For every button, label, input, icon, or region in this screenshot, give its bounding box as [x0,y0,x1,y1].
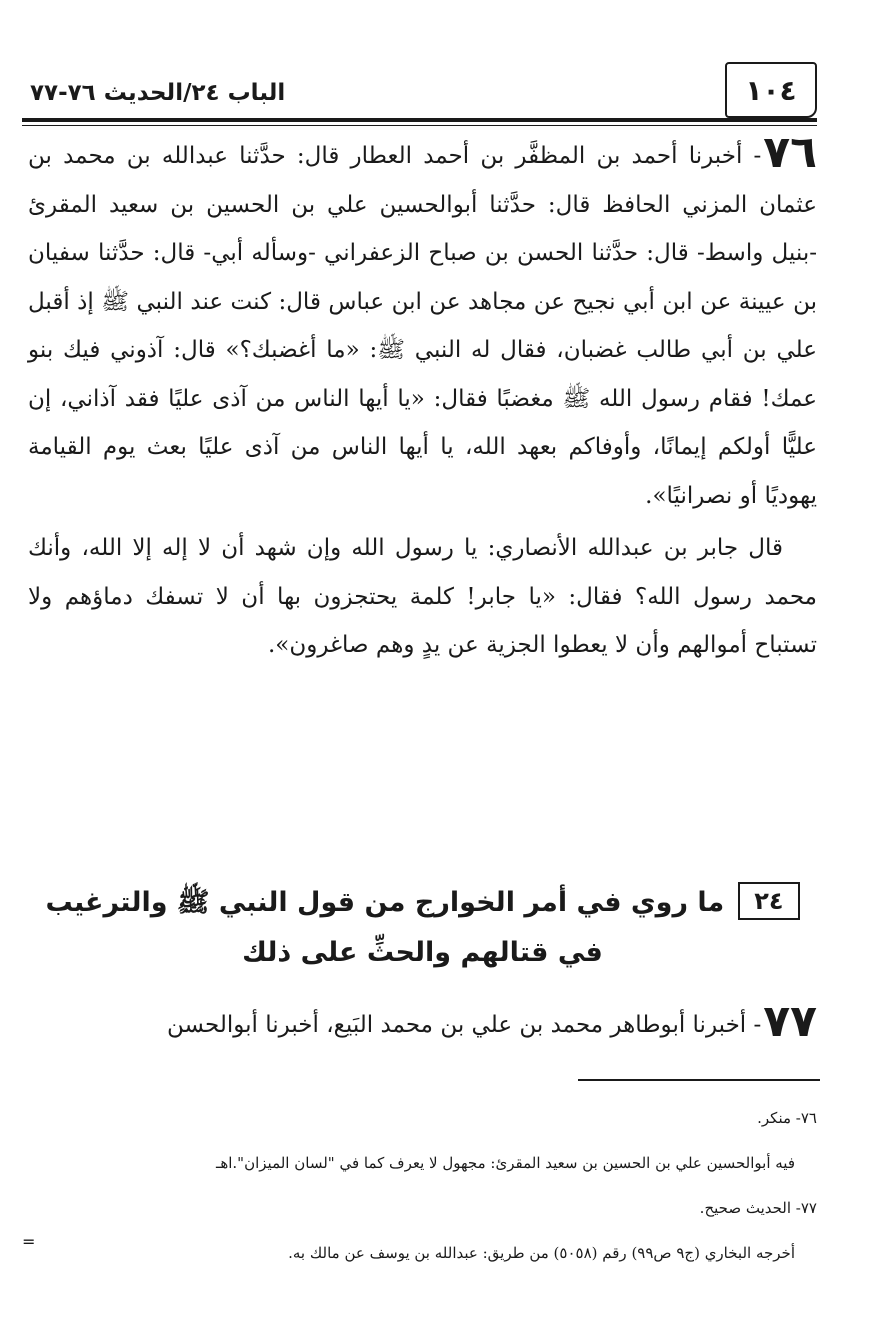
hadith-77-paragraph [28,996,817,1050]
footnote-separator [578,1079,820,1081]
page-number-box [725,62,817,118]
header-rule-thin [22,125,817,126]
header-rule-thick [22,118,817,122]
chapter-title: ما روي في أمر الخوارج من قول النبي ﷺ والترغيب في قتالهم والحثِّ على ذلك [45,887,725,968]
hadith-76-paragraph [28,127,817,520]
footnote-77-label: ٧٧- الحديث صحيح. [699,1199,817,1217]
running-title: الباب ٢٤/الحديث ٧٦-٧٧ [30,80,286,106]
footnotes [40,1096,817,1276]
page-number: ١٠٤ [745,73,797,107]
footnote-77-body: أخرجه البخاري (ج٩ ص٩٩) رقم (٥٠٥٨) من طريق: عبدالله بن يوسف عن مالك به. [288,1244,795,1262]
hadith-77-number: ٧٧ [763,996,817,1047]
hadith-76-number: ٧٦ [763,127,817,178]
footnote-continuation-mark: = [22,1232,36,1251]
hadith-77-text: - أخبرنا أبوطاهر محمد بن علي بن محمد البَيع، أخبرنا أبوالحسن [167,1012,762,1038]
hadith-76-continuation: قال جابر بن عبدالله الأنصاري: يا رسول الله وإن شهد أن لا إله إلا الله، وأنك محمد رسول الله؟ فقال: «يا جابر! كلمة يحتجزون بها أن لا تسفك دماؤهم ولا تستباح أموالهم وأن لا يعطوا الجزية عن يدٍ وهم صاغرون». [28,535,817,658]
footnote-76-label: ٧٦- منكر. [757,1109,817,1127]
main-text [28,127,817,670]
footnote-76-body: فيه أبوالحسين علي بن الحسين بن سعيد المقرئ: مجهول لا يعرف كما في "لسان الميزان".اهـ [215,1154,795,1172]
chapter-heading [28,878,817,978]
hadith-76-text: - أخبرنا أحمد بن المظفَّر بن أحمد العطار قال: حدَّثنا عبدالله بن محمد بن عثمان المزني الحافظ قال: حدَّثنا أبوالحسين علي بن الحسين بن سعيد المقرئ -بنيل واسط- قال: حدَّثنا الحسن بن صباح الزعفراني -وسأله أبي- قال: حدَّثنا سفيان بن عيينة عن ابن أبي نجيح عن مجاهد عن ابن عباس قال: كنت عند النبي ﷺ إذ أقبل علي بن أبي طالب غضبان، فقال له النبي ﷺ: «ما أغضبك؟» قال: آذوني فيك بنو عمك! فقام رسول الله ﷺ مغضبًا فقال: «يا أيها الناس من آذى عليًا فقد آذاني، إن عليًّا أولكم إيمانًا، وأوفاكم بعهد الله، يا أيها الناس من آذى عليًا بعث يوم القيامة يهوديًا أو نصرانيًا». [28,143,817,509]
chapter-number-box: ٢٤ [738,882,799,920]
